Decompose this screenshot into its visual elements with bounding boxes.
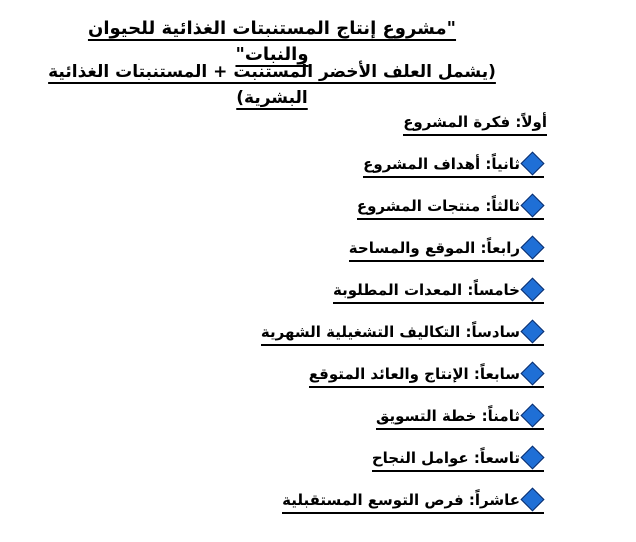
toc-item-label: تاسعاً: عوامل النجاح [371,448,520,467]
diamond-bullet-icon [520,445,544,469]
toc-link-project-products[interactable] [357,195,544,220]
toc-item-label: ثانياً: أهداف المشروع [363,154,520,173]
toc-link-monthly-costs[interactable] [261,321,544,346]
toc-item-2 [184,144,544,186]
diamond-bullet-icon [520,277,544,301]
toc-item-label: رابعاً: الموقع والمساحة [348,238,520,257]
toc-item-1 [184,102,547,144]
document-title-text: "مشروع إنتاج المستنبتات الغذائية للحيوان والنبات" [87,18,457,65]
table-of-contents [184,102,547,522]
toc-link-project-goals[interactable] [363,153,544,178]
diamond-bullet-icon [520,235,544,259]
toc-item-label: سادساً: التكاليف التشغيلية الشهرية [260,322,520,341]
toc-link-location-area[interactable] [349,237,544,262]
document-subtitle-text: (يشمل العلف الأخضر المستنبت + المستنبتات الغذائية البشرية) [48,62,496,108]
diamond-bullet-icon [520,151,544,175]
toc-link-success-factors[interactable] [372,447,544,472]
toc-item-9 [184,438,544,480]
toc-item-6 [184,312,544,354]
toc-item-label: سابعاً: الإنتاج والعائد المتوقع [308,364,520,383]
toc-item-4 [184,228,544,270]
toc-item-label: خامساً: المعدات المطلوبة [333,280,520,299]
toc-item-label: ثالثاً: منتجات المشروع [356,196,520,215]
toc-link-marketing-plan[interactable] [376,405,544,430]
diamond-bullet-icon [520,193,544,217]
toc-item-10 [184,480,544,522]
toc-link-required-equipment[interactable] [333,279,544,304]
toc-item-7 [184,354,544,396]
diamond-bullet-icon [520,319,544,343]
diamond-bullet-icon [520,403,544,427]
toc-item-label: أولاً: فكرة المشروع [403,112,547,131]
toc-link-expansion-opportunities[interactable] [282,489,544,514]
diamond-bullet-icon [520,361,544,385]
toc-item-label: عاشراً: فرص التوسع المستقبلية [282,490,520,509]
toc-item-8 [184,396,544,438]
toc-link-project-idea[interactable] [403,111,547,136]
toc-item-3 [184,186,544,228]
toc-item-label: ثامناً: خطة التسويق [376,406,520,425]
toc-item-5 [184,270,544,312]
diamond-bullet-icon [520,487,544,511]
toc-link-production-return[interactable] [309,363,544,388]
